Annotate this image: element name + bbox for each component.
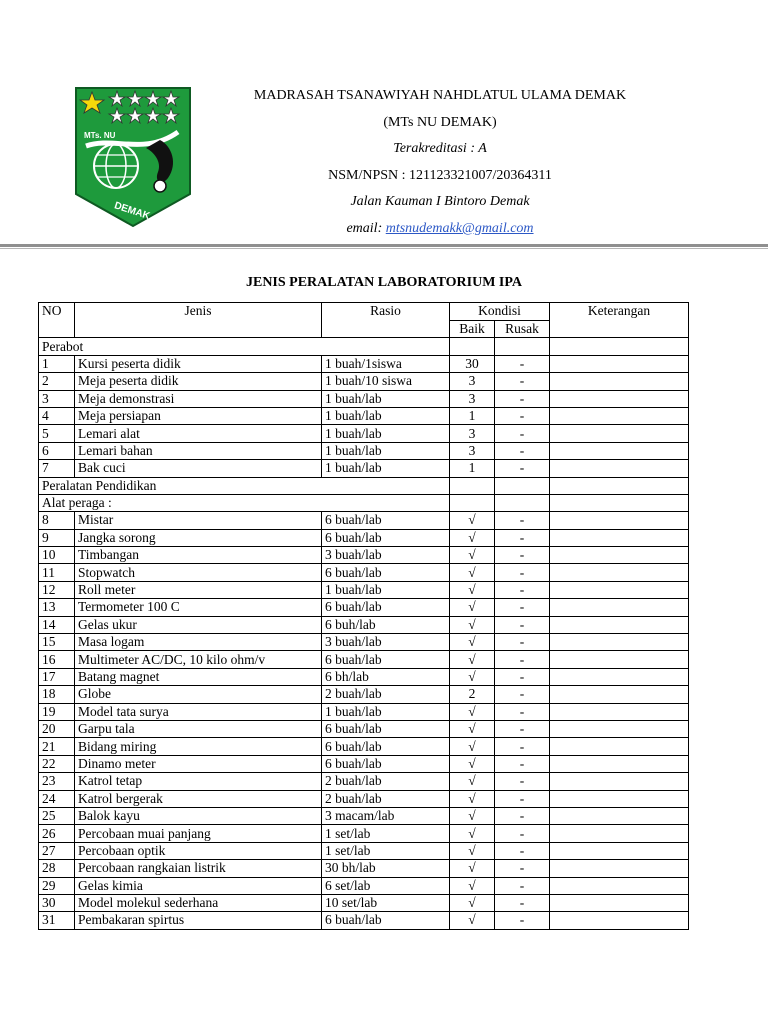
cell-keterangan: [550, 634, 689, 651]
cell-rusak: -: [495, 860, 550, 877]
table-row: [39, 668, 689, 685]
cell-rusak: -: [495, 373, 550, 390]
cell-keterangan: [550, 373, 689, 390]
cell-keterangan: [550, 512, 689, 529]
cell-rasio: 1 buah/lab: [322, 703, 450, 720]
table-row: [39, 390, 689, 407]
cell-jenis: Balok kayu: [75, 807, 322, 824]
cell-rusak: -: [495, 807, 550, 824]
cell-no: 19: [39, 703, 75, 720]
cell-rasio: 1 buah/10 siswa: [322, 373, 450, 390]
cell-rasio: 3 buah/lab: [322, 634, 450, 651]
cell-baik: 3: [450, 425, 495, 442]
cell-rasio: 6 set/lab: [322, 877, 450, 894]
nsm-npsn: NSM/NPSN : 121123321007/20364311: [328, 167, 552, 183]
address: Jalan Kauman I Bintoro Demak: [350, 194, 530, 210]
cell-baik: √: [450, 825, 495, 842]
cell-rasio: 3 macam/lab: [322, 807, 450, 824]
header-no: NO: [39, 303, 75, 338]
empty-cell: [550, 338, 689, 355]
cell-rasio: 6 buh/lab: [322, 616, 450, 633]
cell-rasio: 1 buah/lab: [322, 460, 450, 477]
table-row: [39, 634, 689, 651]
cell-baik: √: [450, 529, 495, 546]
cell-no: 13: [39, 599, 75, 616]
cell-baik: √: [450, 842, 495, 859]
cell-rasio: 6 buah/lab: [322, 738, 450, 755]
table-row: [39, 860, 689, 877]
cell-baik: 30: [450, 355, 495, 372]
cell-rusak: -: [495, 564, 550, 581]
cell-keterangan: [550, 686, 689, 703]
table-row: [39, 790, 689, 807]
cell-jenis: Gelas kimia: [75, 877, 322, 894]
cell-rasio: 30 bh/lab: [322, 860, 450, 877]
cell-jenis: Bidang miring: [75, 738, 322, 755]
table-row: [39, 894, 689, 911]
cell-no: 8: [39, 512, 75, 529]
cell-rasio: 1 buah/lab: [322, 407, 450, 424]
header-jenis: Jenis: [75, 303, 322, 338]
table-row: [39, 373, 689, 390]
cell-rusak: -: [495, 686, 550, 703]
cell-rasio: 1 buah/1siswa: [322, 355, 450, 372]
cell-rusak: -: [495, 512, 550, 529]
cell-rusak: -: [495, 616, 550, 633]
cell-jenis: Katrol bergerak: [75, 790, 322, 807]
cell-baik: √: [450, 773, 495, 790]
cell-keterangan: [550, 894, 689, 911]
table-row: [39, 773, 689, 790]
cell-no: 21: [39, 738, 75, 755]
header-rasio: Rasio: [322, 303, 450, 338]
cell-rusak: -: [495, 390, 550, 407]
cell-rasio: 3 buah/lab: [322, 547, 450, 564]
cell-no: 7: [39, 460, 75, 477]
section-row-peralatan: [39, 477, 689, 494]
cell-rusak: -: [495, 460, 550, 477]
cell-rasio: 6 buah/lab: [322, 720, 450, 737]
header-divider: [0, 244, 768, 247]
cell-jenis: Meja demonstrasi: [75, 390, 322, 407]
cell-rasio: 10 set/lab: [322, 894, 450, 911]
cell-no: 3: [39, 390, 75, 407]
cell-rusak: -: [495, 407, 550, 424]
cell-baik: √: [450, 512, 495, 529]
table-header-row: [39, 303, 689, 321]
cell-rasio: 6 buah/lab: [322, 599, 450, 616]
table-row: [39, 720, 689, 737]
cell-jenis: Gelas ukur: [75, 616, 322, 633]
cell-rasio: 2 buah/lab: [322, 790, 450, 807]
cell-rusak: -: [495, 529, 550, 546]
cell-keterangan: [550, 912, 689, 929]
header-baik: Baik: [450, 321, 495, 338]
cell-jenis: Lemari bahan: [75, 442, 322, 459]
cell-baik: √: [450, 581, 495, 598]
cell-no: 23: [39, 773, 75, 790]
empty-cell: [550, 477, 689, 494]
cell-no: 1: [39, 355, 75, 372]
table-row: [39, 616, 689, 633]
table-row: [39, 825, 689, 842]
table-row: [39, 807, 689, 824]
cell-rasio: 6 buah/lab: [322, 651, 450, 668]
cell-baik: √: [450, 860, 495, 877]
cell-jenis: Meja persiapan: [75, 407, 322, 424]
cell-rusak: -: [495, 738, 550, 755]
cell-rusak: -: [495, 773, 550, 790]
header-kondisi: Kondisi: [450, 303, 550, 321]
cell-baik: √: [450, 616, 495, 633]
cell-no: 22: [39, 755, 75, 772]
cell-keterangan: [550, 390, 689, 407]
cell-jenis: Garpu tala: [75, 720, 322, 737]
cell-keterangan: [550, 564, 689, 581]
cell-keterangan: [550, 807, 689, 824]
cell-rasio: 6 bh/lab: [322, 668, 450, 685]
empty-cell: [495, 494, 550, 511]
cell-no: 24: [39, 790, 75, 807]
cell-rasio: 6 buah/lab: [322, 564, 450, 581]
cell-jenis: Stopwatch: [75, 564, 322, 581]
cell-rasio: 1 buah/lab: [322, 581, 450, 598]
cell-rusak: -: [495, 894, 550, 911]
cell-baik: √: [450, 738, 495, 755]
cell-no: 18: [39, 686, 75, 703]
cell-baik: 3: [450, 373, 495, 390]
table-row: [39, 738, 689, 755]
cell-baik: 2: [450, 686, 495, 703]
table-row: [39, 460, 689, 477]
table-row: [39, 581, 689, 598]
cell-jenis: Model molekul sederhana: [75, 894, 322, 911]
cell-baik: √: [450, 807, 495, 824]
cell-jenis: Percobaan rangkaian listrik: [75, 860, 322, 877]
cell-rasio: 1 buah/lab: [322, 442, 450, 459]
school-logo: [74, 86, 192, 228]
cell-baik: √: [450, 755, 495, 772]
table-row: [39, 564, 689, 581]
cell-rasio: 6 buah/lab: [322, 512, 450, 529]
cell-baik: √: [450, 634, 495, 651]
cell-rusak: -: [495, 842, 550, 859]
table-row: [39, 651, 689, 668]
cell-baik: √: [450, 668, 495, 685]
cell-no: 30: [39, 894, 75, 911]
cell-keterangan: [550, 651, 689, 668]
cell-rasio: 1 set/lab: [322, 842, 450, 859]
cell-no: 31: [39, 912, 75, 929]
cell-jenis: Kursi peserta didik: [75, 355, 322, 372]
cell-keterangan: [550, 668, 689, 685]
equipment-table: [38, 302, 689, 930]
cell-rasio: 1 buah/lab: [322, 390, 450, 407]
section-alat-label: Alat peraga :: [39, 494, 450, 511]
cell-jenis: Percobaan optik: [75, 842, 322, 859]
email-link[interactable]: mtsnudemakk@gmail.com: [385, 220, 534, 236]
cell-no: 9: [39, 529, 75, 546]
cell-keterangan: [550, 407, 689, 424]
cell-keterangan: [550, 460, 689, 477]
table-row: [39, 547, 689, 564]
empty-cell: [450, 477, 495, 494]
section-perabot-label: Perabot: [39, 338, 450, 355]
cell-keterangan: [550, 877, 689, 894]
cell-no: 28: [39, 860, 75, 877]
cell-no: 20: [39, 720, 75, 737]
empty-cell: [450, 338, 495, 355]
cell-rusak: -: [495, 634, 550, 651]
cell-no: 2: [39, 373, 75, 390]
section-row-perabot: [39, 338, 689, 355]
cell-no: 6: [39, 442, 75, 459]
cell-no: 27: [39, 842, 75, 859]
accreditation: Terakreditasi : A: [393, 141, 487, 157]
cell-rusak: -: [495, 442, 550, 459]
cell-jenis: Timbangan: [75, 547, 322, 564]
cell-no: 4: [39, 407, 75, 424]
cell-keterangan: [550, 755, 689, 772]
cell-keterangan: [550, 442, 689, 459]
cell-jenis: Mistar: [75, 512, 322, 529]
cell-baik: √: [450, 877, 495, 894]
cell-rasio: 1 set/lab: [322, 825, 450, 842]
table-row: [39, 407, 689, 424]
cell-jenis: Masa logam: [75, 634, 322, 651]
cell-rasio: 1 buah/lab: [322, 425, 450, 442]
table-row: [39, 755, 689, 772]
cell-jenis: Batang magnet: [75, 668, 322, 685]
section-row-alat-peraga: [39, 494, 689, 511]
cell-rusak: -: [495, 755, 550, 772]
cell-keterangan: [550, 599, 689, 616]
cell-rusak: -: [495, 651, 550, 668]
cell-keterangan: [550, 547, 689, 564]
cell-jenis: Jangka sorong: [75, 529, 322, 546]
table-row: [39, 512, 689, 529]
cell-baik: 1: [450, 460, 495, 477]
cell-baik: 1: [450, 407, 495, 424]
cell-baik: √: [450, 703, 495, 720]
cell-baik: √: [450, 651, 495, 668]
table-row: [39, 686, 689, 703]
cell-keterangan: [550, 703, 689, 720]
cell-rasio: 6 buah/lab: [322, 755, 450, 772]
cell-no: 16: [39, 651, 75, 668]
cell-baik: √: [450, 790, 495, 807]
cell-jenis: Multimeter AC/DC, 10 kilo ohm/v: [75, 651, 322, 668]
cell-baik: 3: [450, 390, 495, 407]
cell-keterangan: [550, 581, 689, 598]
cell-rusak: -: [495, 790, 550, 807]
cell-rusak: -: [495, 912, 550, 929]
empty-cell: [450, 494, 495, 511]
table-row: [39, 877, 689, 894]
cell-rusak: -: [495, 668, 550, 685]
empty-cell: [495, 477, 550, 494]
cell-jenis: Globe: [75, 686, 322, 703]
cell-keterangan: [550, 790, 689, 807]
table-row: [39, 912, 689, 929]
cell-jenis: Lemari alat: [75, 425, 322, 442]
email-line: [210, 219, 670, 246]
table-row: [39, 842, 689, 859]
logo-top-text: MTs. NU: [84, 131, 116, 140]
cell-no: 5: [39, 425, 75, 442]
cell-keterangan: [550, 773, 689, 790]
table-row: [39, 442, 689, 459]
cell-baik: √: [450, 564, 495, 581]
empty-cell: [550, 494, 689, 511]
cell-rasio: 6 buah/lab: [322, 912, 450, 929]
cell-jenis: Roll meter: [75, 581, 322, 598]
header-divider-thin: [0, 248, 768, 249]
cell-rasio: 6 buah/lab: [322, 529, 450, 546]
cell-no: 25: [39, 807, 75, 824]
cell-keterangan: [550, 425, 689, 442]
cell-baik: √: [450, 894, 495, 911]
school-name: MADRASAH TSANAWIYAH NAHDLATUL ULAMA DEMAK: [253, 88, 627, 103]
cell-rasio: 2 buah/lab: [322, 773, 450, 790]
cell-no: 17: [39, 668, 75, 685]
cell-rusak: -: [495, 581, 550, 598]
cell-jenis: Dinamo meter: [75, 755, 322, 772]
cell-baik: √: [450, 912, 495, 929]
cell-jenis: Bak cuci: [75, 460, 322, 477]
cell-rusak: -: [495, 547, 550, 564]
cell-no: 14: [39, 616, 75, 633]
cell-baik: 3: [450, 442, 495, 459]
cell-no: 11: [39, 564, 75, 581]
cell-keterangan: [550, 529, 689, 546]
letterhead: [210, 86, 670, 246]
cell-keterangan: [550, 738, 689, 755]
cell-baik: √: [450, 547, 495, 564]
cell-rusak: -: [495, 703, 550, 720]
cell-rusak: -: [495, 355, 550, 372]
logo-bottom-text: DEMAK: [112, 200, 152, 223]
cell-keterangan: [550, 825, 689, 842]
header-rusak: Rusak: [495, 321, 550, 338]
cell-no: 29: [39, 877, 75, 894]
cell-keterangan: [550, 355, 689, 372]
email-label: email:: [346, 220, 383, 236]
cell-no: 12: [39, 581, 75, 598]
cell-rusak: -: [495, 720, 550, 737]
school-short-name: (MTs NU DEMAK): [383, 114, 497, 130]
cell-rasio: 2 buah/lab: [322, 686, 450, 703]
table-row: [39, 355, 689, 372]
cell-baik: √: [450, 720, 495, 737]
cell-jenis: Meja peserta didik: [75, 373, 322, 390]
cell-no: 26: [39, 825, 75, 842]
cell-keterangan: [550, 720, 689, 737]
cell-jenis: Termometer 100 C: [75, 599, 322, 616]
table-row: [39, 703, 689, 720]
cell-no: 15: [39, 634, 75, 651]
cell-no: 10: [39, 547, 75, 564]
table-row: [39, 599, 689, 616]
cell-jenis: Model tata surya: [75, 703, 322, 720]
cell-rusak: -: [495, 877, 550, 894]
cell-baik: √: [450, 599, 495, 616]
cell-rusak: -: [495, 599, 550, 616]
table-row: [39, 425, 689, 442]
table-row: [39, 529, 689, 546]
cell-keterangan: [550, 860, 689, 877]
document-title: JENIS PERALATAN LABORATORIUM IPA: [245, 275, 522, 290]
equipment-table-body: [39, 303, 689, 930]
cell-rusak: -: [495, 425, 550, 442]
cell-keterangan: [550, 616, 689, 633]
cell-jenis: Pembakaran spirtus: [75, 912, 322, 929]
section-peralatan-label: Peralatan Pendidikan: [39, 477, 450, 494]
cell-keterangan: [550, 842, 689, 859]
empty-cell: [495, 338, 550, 355]
cell-jenis: Katrol tetap: [75, 773, 322, 790]
cell-rusak: -: [495, 825, 550, 842]
header-keterangan: Keterangan: [550, 303, 689, 338]
school-logo-emblem: [74, 86, 192, 228]
cell-jenis: Percobaan muai panjang: [75, 825, 322, 842]
